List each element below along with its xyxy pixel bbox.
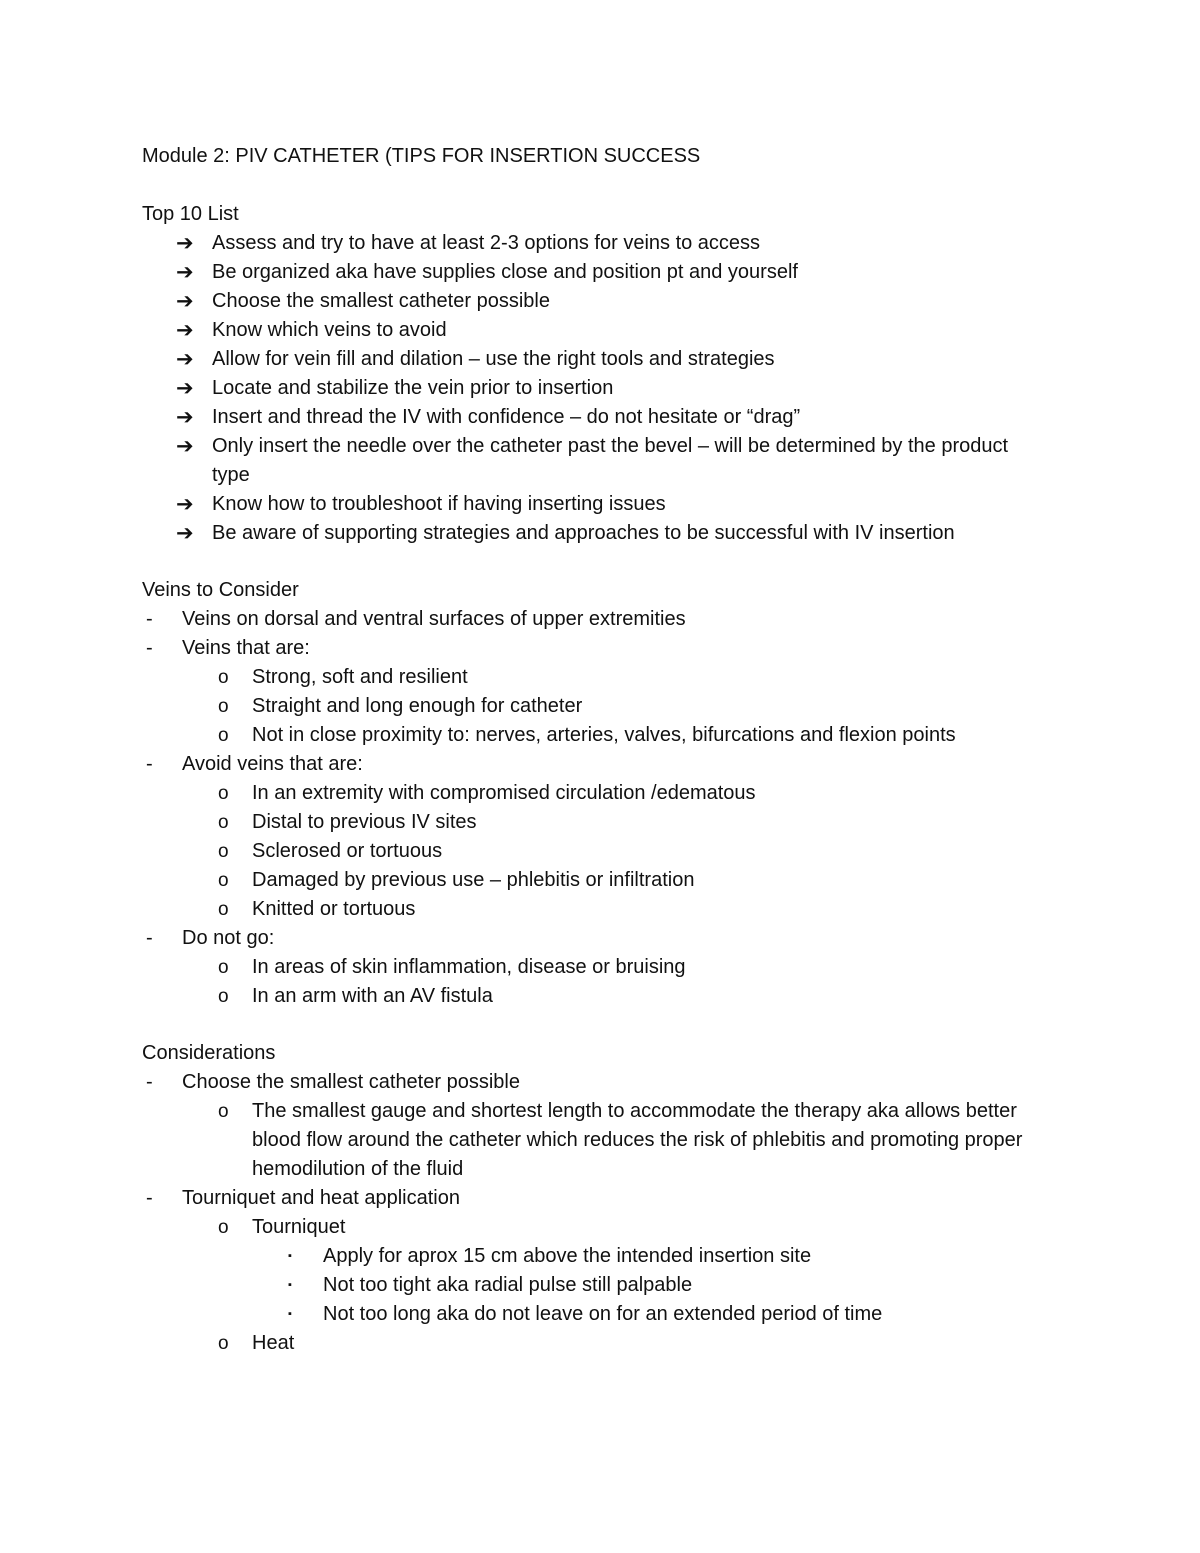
sub-item-text: In areas of skin inflammation, disease or bruising bbox=[252, 956, 686, 978]
circle-bullet-icon: o bbox=[218, 1101, 229, 1122]
list-item-text: Assess and try to have at least 2-3 options for veins to access bbox=[212, 232, 761, 254]
dash-item-text: Do not go: bbox=[182, 927, 275, 949]
veins-heading: Veins to Consider bbox=[142, 579, 299, 601]
circle-bullet-icon: o bbox=[218, 725, 229, 746]
circle-bullet-icon: o bbox=[218, 812, 229, 833]
sub-item-text: The smallest gauge and shortest length to accommodate the therapy aka allows better blood flow around the catheter which reduces the risk of phlebitis and promoting proper hemodilution of the fluid bbox=[252, 1100, 1023, 1180]
sub-item-text: In an arm with an AV fistula bbox=[252, 985, 493, 1007]
dash-item bbox=[142, 924, 1050, 953]
list-item-text: Locate and stabilize the vein prior to insertion bbox=[212, 377, 614, 399]
sub-item-text: Heat bbox=[252, 1332, 295, 1354]
arrow-icon: ➔ bbox=[176, 493, 194, 516]
top10-heading: Top 10 List bbox=[142, 203, 239, 225]
dash-item bbox=[142, 750, 1050, 779]
sub-item-text: Not in close proximity to: nerves, arteries, valves, bifurcations and flexion points bbox=[252, 724, 956, 746]
dash-bullet-icon: - bbox=[146, 753, 153, 775]
dash-item-text: Veins that are: bbox=[182, 637, 310, 659]
dash-item-text: Tourniquet and heat application bbox=[182, 1187, 460, 1209]
circle-bullet-icon: o bbox=[218, 696, 229, 717]
dash-item-text: Veins on dorsal and ventral surfaces of upper extremities bbox=[182, 608, 686, 630]
sub-item-text: Straight and long enough for catheter bbox=[252, 695, 583, 717]
dash-bullet-icon: - bbox=[146, 637, 153, 659]
list-item bbox=[142, 258, 1050, 287]
circle-bullet-icon: o bbox=[218, 1333, 229, 1354]
dash-item bbox=[142, 634, 1050, 663]
sub-item-text: Distal to previous IV sites bbox=[252, 811, 477, 833]
list-item bbox=[142, 316, 1050, 345]
list-item bbox=[142, 229, 1050, 258]
spacer bbox=[142, 171, 1050, 200]
sub-sub-item-text: Apply for aprox 15 cm above the intended insertion site bbox=[323, 1245, 812, 1267]
sub-item bbox=[142, 1329, 1050, 1358]
circle-bullet-icon: o bbox=[218, 667, 229, 688]
sub-item bbox=[142, 895, 1050, 924]
arrow-icon: ➔ bbox=[176, 232, 194, 255]
considerations-heading: Considerations bbox=[142, 1042, 276, 1064]
sub-item-text: Sclerosed or tortuous bbox=[252, 840, 443, 862]
document-title: Module 2: PIV CATHETER (TIPS FOR INSERTION SUCCESS bbox=[142, 145, 701, 167]
sub-item bbox=[142, 663, 1050, 692]
sub-sub-item-text: Not too tight aka radial pulse still palpable bbox=[323, 1274, 693, 1296]
arrow-icon: ➔ bbox=[176, 406, 194, 429]
circle-bullet-icon: o bbox=[218, 899, 229, 920]
sub-sub-item-text: Not too long aka do not leave on for an extended period of time bbox=[323, 1303, 883, 1325]
square-bullet-icon: ▪ bbox=[288, 1279, 292, 1291]
arrow-icon: ➔ bbox=[176, 319, 194, 342]
sub-item-text: Damaged by previous use – phlebitis or infiltration bbox=[252, 869, 695, 891]
sub-item bbox=[142, 837, 1050, 866]
arrow-icon: ➔ bbox=[176, 261, 194, 284]
dash-item bbox=[142, 1068, 1050, 1097]
sub-sub-item bbox=[142, 1242, 1050, 1271]
list-item-text: Know how to troubleshoot if having inserting issues bbox=[212, 493, 666, 515]
list-item-text: Be organized aka have supplies close and position pt and yourself bbox=[212, 261, 798, 283]
list-item-text: Know which veins to avoid bbox=[212, 319, 447, 341]
list-item bbox=[142, 432, 1050, 490]
list-item-text: Insert and thread the IV with confidence – do not hesitate or “drag” bbox=[212, 406, 801, 428]
list-item-text: Choose the smallest catheter possible bbox=[212, 290, 550, 312]
dash-item bbox=[142, 1184, 1050, 1213]
sub-sub-item bbox=[142, 1300, 1050, 1329]
dash-bullet-icon: - bbox=[146, 927, 153, 949]
list-item-text: Be aware of supporting strategies and approaches to be successful with IV insertion bbox=[212, 522, 955, 544]
sub-item bbox=[142, 1097, 1050, 1184]
list-item-text: Only insert the needle over the catheter past the bevel – will be determined by the product type bbox=[212, 435, 1009, 486]
square-bullet-icon: ▪ bbox=[288, 1308, 292, 1320]
sub-item bbox=[142, 721, 1050, 750]
list-item bbox=[142, 403, 1050, 432]
square-bullet-icon: ▪ bbox=[288, 1250, 292, 1262]
dash-item bbox=[142, 605, 1050, 634]
list-item-text: Allow for vein fill and dilation – use the right tools and strategies bbox=[212, 348, 775, 370]
dash-bullet-icon: - bbox=[146, 1071, 153, 1093]
arrow-icon: ➔ bbox=[176, 435, 194, 458]
arrow-icon: ➔ bbox=[176, 348, 194, 371]
spacer bbox=[142, 1011, 1050, 1039]
list-item bbox=[142, 519, 1050, 548]
sub-item-text: In an extremity with compromised circulation /edematous bbox=[252, 782, 756, 804]
list-item bbox=[142, 374, 1050, 403]
sub-sub-item bbox=[142, 1271, 1050, 1300]
sub-item bbox=[142, 808, 1050, 837]
dash-bullet-icon: - bbox=[146, 608, 153, 630]
dash-item-text: Avoid veins that are: bbox=[182, 753, 363, 775]
list-item bbox=[142, 345, 1050, 374]
circle-bullet-icon: o bbox=[218, 1217, 229, 1238]
sub-item bbox=[142, 982, 1050, 1011]
arrow-icon: ➔ bbox=[176, 290, 194, 313]
dash-bullet-icon: - bbox=[146, 1187, 153, 1209]
sub-item-text: Strong, soft and resilient bbox=[252, 666, 468, 688]
list-item bbox=[142, 490, 1050, 519]
sub-item bbox=[142, 953, 1050, 982]
list-item bbox=[142, 287, 1050, 316]
circle-bullet-icon: o bbox=[218, 957, 229, 978]
circle-bullet-icon: o bbox=[218, 783, 229, 804]
arrow-icon: ➔ bbox=[176, 522, 194, 545]
dash-item-text: Choose the smallest catheter possible bbox=[182, 1071, 520, 1093]
sub-item-text: Knitted or tortuous bbox=[252, 898, 416, 920]
sub-item-text: Tourniquet bbox=[252, 1216, 346, 1238]
circle-bullet-icon: o bbox=[218, 841, 229, 862]
sub-item bbox=[142, 866, 1050, 895]
sub-item bbox=[142, 692, 1050, 721]
circle-bullet-icon: o bbox=[218, 986, 229, 1007]
circle-bullet-icon: o bbox=[218, 870, 229, 891]
sub-item bbox=[142, 779, 1050, 808]
arrow-icon: ➔ bbox=[176, 377, 194, 400]
spacer bbox=[142, 548, 1050, 576]
sub-item bbox=[142, 1213, 1050, 1242]
